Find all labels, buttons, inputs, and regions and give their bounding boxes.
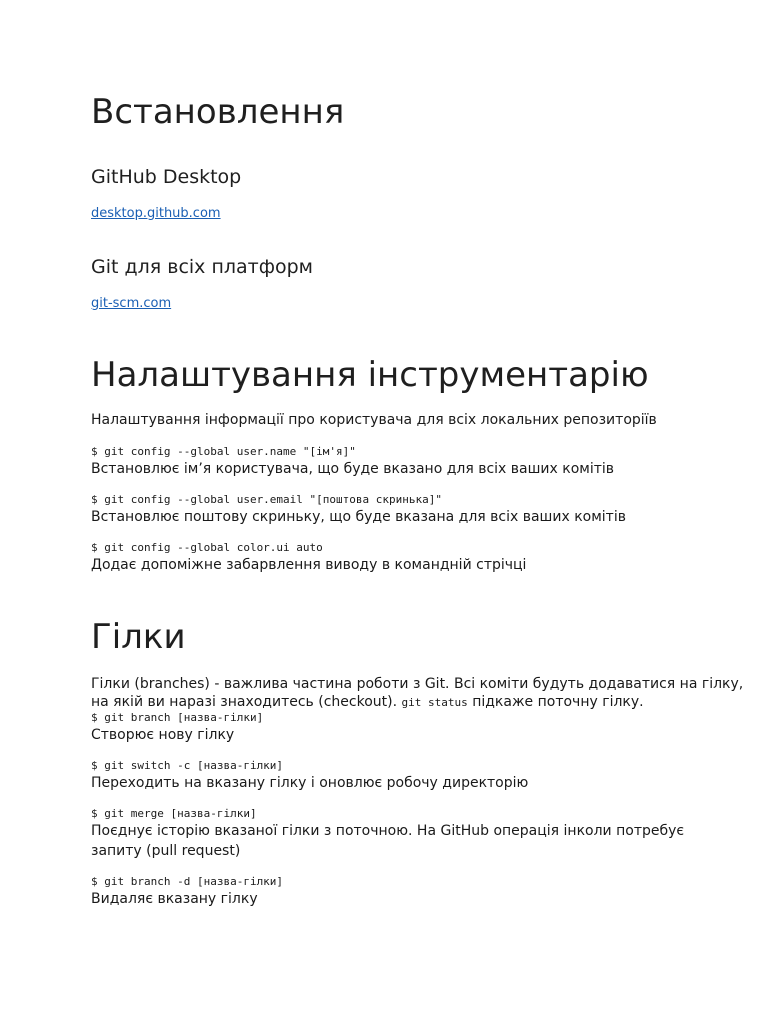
config-desc-user-name: Встановлює ім’я користувача, що буде вказано для всіх ваших комітів bbox=[91, 461, 615, 477]
branch-desc-create: Створює нову гілку bbox=[91, 727, 235, 743]
config-command-user-name: $ git config --global user.name "[ім'я]" bbox=[91, 445, 356, 458]
git-status-inline-code: git status bbox=[401, 696, 468, 709]
branch-desc-merge-line1: Поєднує історію вказаної гілки з поточною. На GitHub операція інколи потребує bbox=[91, 823, 685, 839]
install-heading: Встановлення bbox=[91, 92, 345, 132]
config-desc-user-email: Встановлює поштову скриньку, що буде вказана для всіх ваших комітів bbox=[91, 509, 626, 525]
git-all-platforms-heading: Git для всіх платформ bbox=[91, 256, 313, 278]
config-intro: Налаштування інформації про користувача для всіх локальних репозиторіїв bbox=[91, 412, 657, 428]
branches-intro-line2-start: на якій ви наразі знаходитесь (checkout). bbox=[91, 694, 398, 710]
github-desktop-heading: GitHub Desktop bbox=[91, 166, 242, 188]
config-command-color: $ git config --global color.ui auto bbox=[91, 541, 323, 554]
config-desc-color: Додає допоміжне забарвлення виводу в командній стрічці bbox=[91, 557, 527, 573]
branch-desc-merge-line2: запиту (pull request) bbox=[91, 843, 241, 859]
config-command-user-email: $ git config --global user.email "[поштова скринька]" bbox=[91, 493, 442, 506]
github-desktop-link[interactable]: desktop.github.com bbox=[91, 206, 221, 221]
branch-command-create: $ git branch [назва-гілки] bbox=[91, 711, 264, 724]
branch-command-switch: $ git switch -c [назва-гілки] bbox=[91, 759, 284, 772]
branches-intro-line1: Гілки (branches) - важлива частина роботи з Git. Всі коміти будуть додаватися на гілку, bbox=[91, 676, 744, 692]
branches-intro-line2-end: підкаже поточну гілку. bbox=[472, 694, 644, 710]
git-scm-link[interactable]: git-scm.com bbox=[91, 296, 172, 311]
branches-heading: Гілки bbox=[91, 617, 186, 657]
branch-command-delete: $ git branch -d [назва-гілки] bbox=[91, 875, 284, 888]
branch-command-merge: $ git merge [назва-гілки] bbox=[91, 807, 257, 820]
branch-desc-delete: Видаляє вказану гілку bbox=[91, 891, 258, 907]
branch-desc-switch: Переходить на вказану гілку і оновлює робочу директорію bbox=[91, 775, 529, 791]
config-heading: Налаштування інструментарію bbox=[91, 355, 649, 395]
